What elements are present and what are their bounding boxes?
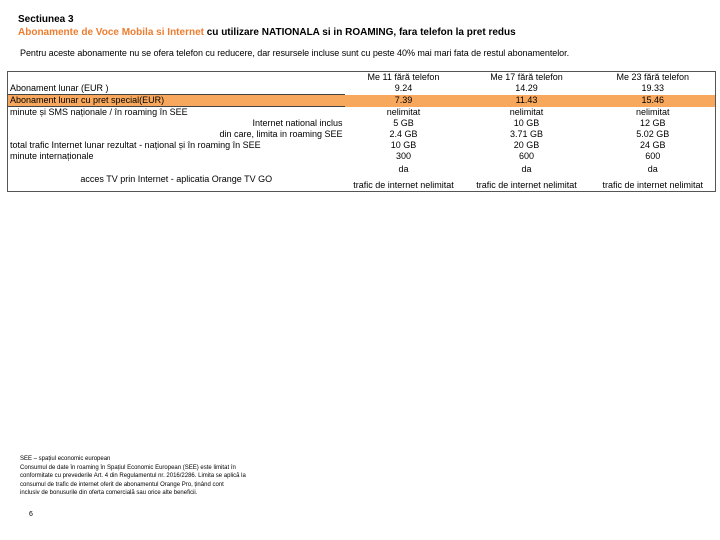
cell: da: [647, 164, 658, 174]
table-row-highlighted: [8, 95, 716, 107]
cell: 14.29: [515, 83, 538, 94]
row-label: minute internaționale: [10, 151, 94, 161]
cell: trafic de internet nelimitat: [353, 180, 454, 190]
table-row: [8, 151, 716, 162]
cell: 600: [645, 151, 661, 161]
cell: 2.4 GB: [389, 129, 418, 139]
table-header-row: [8, 72, 716, 84]
cell: nelimitat: [386, 106, 421, 117]
cell: trafic de internet nelimitat: [476, 180, 577, 190]
footnote-line: inclusiv de bonusurile din oferta comercială sau orice alte beneficii.: [20, 490, 198, 496]
column-header: Me 23 fără telefon: [616, 72, 690, 82]
table-row: [8, 118, 716, 129]
page-number: 6: [29, 511, 33, 518]
table-row: [8, 129, 716, 140]
footnote-line: consumul de trafic de internet oferit de abonamentul Orange Pro, ținând cont: [20, 481, 224, 488]
column-header: Me 11 fără telefon: [367, 72, 440, 82]
column-header: Me 17 fără telefon: [490, 72, 563, 82]
cell: 9.24: [394, 83, 413, 94]
cell: 600: [518, 151, 535, 161]
cell: trafic de internet nelimitat: [602, 180, 704, 190]
cell: 12 GB: [639, 118, 666, 128]
section-subtitle: [18, 26, 516, 39]
row-label: Internet national inclus: [252, 118, 343, 128]
table-row: [8, 83, 716, 95]
table-row: [8, 162, 716, 178]
cell: da: [521, 164, 532, 174]
cell: nelimitat: [635, 106, 670, 117]
row-label: total trafic Internet lunar rezultat - național și în roaming în SEE: [10, 140, 261, 150]
row-label: Abonament lunar cu pret special(EUR): [8, 95, 345, 107]
footnote-line: SEE – spațiul economic european: [20, 456, 111, 462]
cell: 19.33: [641, 83, 665, 94]
section-title: Sectiunea 3: [18, 14, 74, 25]
row-label: minute și SMS naționale / în roaming în SEE: [10, 107, 188, 117]
row-label: Abonament lunar (EUR ): [10, 83, 109, 93]
cell: 5.02 GB: [636, 129, 670, 139]
cell: 10 GB: [390, 140, 417, 150]
cell: 15.46: [591, 95, 716, 107]
footnote: [20, 455, 246, 498]
cell: 3.71 GB: [509, 129, 544, 139]
cell: 300: [395, 151, 412, 161]
cell: da: [398, 164, 409, 174]
pricing-table: [7, 71, 716, 192]
cell: 24 GB: [639, 140, 666, 150]
table-row: [8, 107, 716, 119]
table-row: [8, 140, 716, 151]
section-subtitle-highlight: Abonamente de Voce Mobila si Internet: [18, 27, 204, 38]
footnote-line: conformitate cu prevederile Art. 4 din Regulamentul nr. 2016/2286. Limita se aplică la: [20, 473, 246, 479]
row-label: acces TV prin Internet - aplicatia Orange TV GO: [80, 173, 273, 184]
cell: 11.43: [463, 95, 591, 107]
cell: 7.39: [345, 95, 463, 107]
row-label: din care, limita in roaming SEE: [219, 129, 343, 139]
cell: 5 GB: [393, 118, 414, 128]
cell: nelimitat: [509, 106, 544, 117]
header-corner: [8, 72, 345, 84]
cell: 20 GB: [513, 140, 540, 150]
footnote-line: Consumul de date în roaming în Spațiul Economic European (SEE) este limitat în: [20, 464, 236, 471]
intro-text: Pentru aceste abonamente nu se ofera telefon cu reducere, dar resursele incluse sunt cu peste 40% mai mari fata de restul abonamentelor.: [20, 48, 570, 58]
section-subtitle-rest: cu utilizare NATIONALA si in ROAMING, fara telefon la pret redus: [203, 27, 516, 38]
cell: 10 GB: [513, 118, 540, 128]
